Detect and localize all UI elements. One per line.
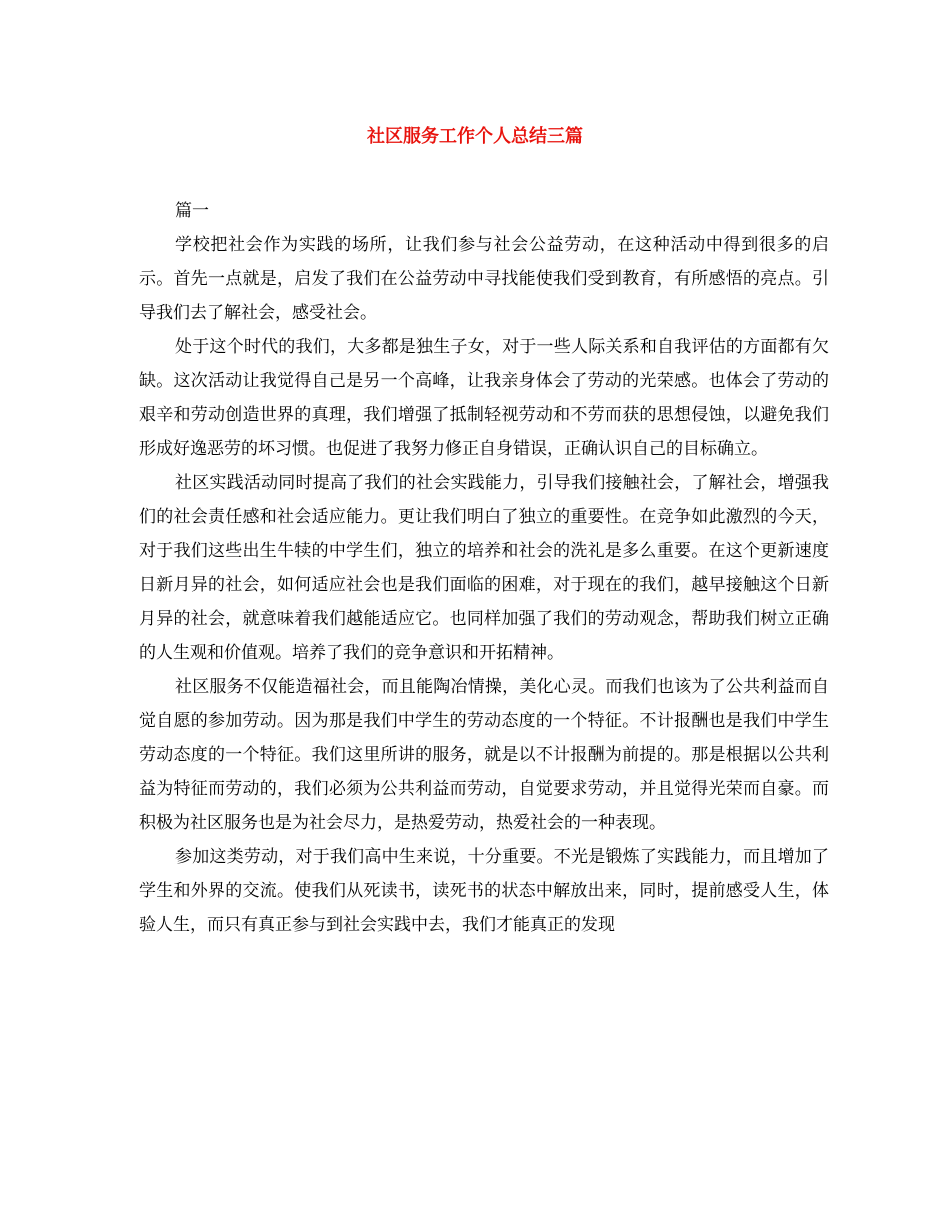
document-title: 社区服务工作个人总结三篇: [367, 126, 583, 147]
paragraph-5: 参加这类劳动，对于我们高中生来说，十分重要。不光是锻炼了实践能力，而且增加了学生和外界的交流。使我们从死读书，读死书的状态中解放出来，同时，提前感受人生，体验人生，而只有真正参与到社会实践中去，我们才能真正的发现: [139, 847, 829, 935]
document-body: [139, 194, 829, 942]
paragraph-3: 社区实践活动同时提高了我们的社会实践能力，引导我们接触社会，了解社会，增强我们的社会责任感和社会适应能力。更让我们明白了独立的重要性。在竞争如此激烈的今天，对于我们这些出生牛犊的中学生们，独立的培养和社会的洗礼是多么重要。在这个更新速度日新月异的社会，如何适应社会也是我们面临的困难，对于现在的我们，越早接触这个日新月异的社会，就意味着我们越能适应它。也同样加强了我们的劳动观念，帮助我们树立正确的人生观和价值观。培养了我们的竞争意识和开拓精神。: [139, 473, 829, 663]
section-heading: 篇一: [175, 201, 209, 221]
paragraph-1: 学校把社会作为实践的场所，让我们参与社会公益劳动，在这种活动中得到很多的启示。首先一点就是，启发了我们在公益劳动中寻找能使我们受到教育，有所感悟的亮点。引导我们去了解社会，感受社会。: [139, 235, 829, 323]
paragraph-4: 社区服务不仅能造福社会，而且能陶冶情操，美化心灵。而我们也该为了公共利益而自觉自愿的参加劳动。因为那是我们中学生的劳动态度的一个特征。不计报酬也是我们中学生劳动态度的一个特征。我们这里所讲的服务，就是以不计报酬为前提的。那是根据以公共利益为特征而劳动的，我们必须为公共利益而劳动，自觉要求劳动，并且觉得光荣而自豪。而积极为社区服务也是为社会尽力，是热爱劳动，热爱社会的一种表现。: [139, 677, 829, 833]
paragraph-2: 处于这个时代的我们，大多都是独生子女，对于一些人际关系和自我评估的方面都有欠缺。这次活动让我觉得自己是另一个高峰，让我亲身体会了劳动的光荣感。也体会了劳动的艰辛和劳动创造世界的真理，我们增强了抵制轻视劳动和不劳而获的思想侵蚀，以避免我们形成好逸恶劳的坏习惯。也促进了我努力修正自身错误，正确认识自己的目标确立。: [139, 337, 829, 459]
